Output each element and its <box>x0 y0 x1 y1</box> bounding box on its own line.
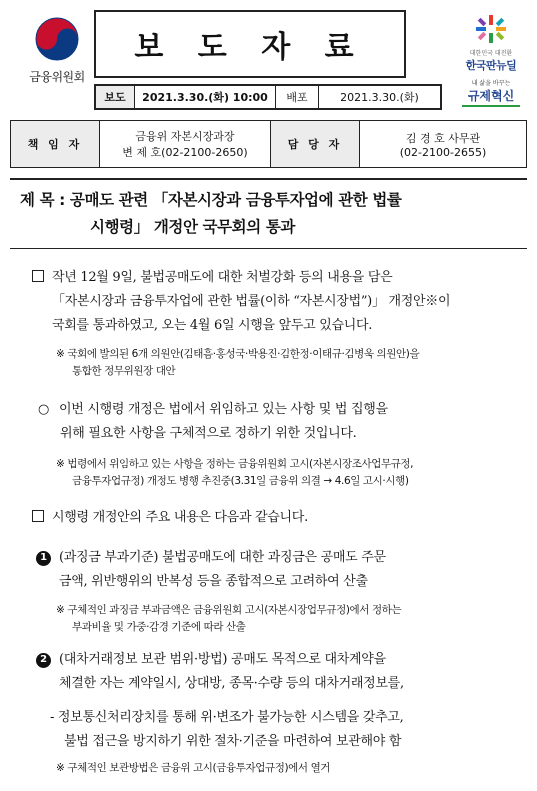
release-date: 2021.3.30.(화) 10:00 <box>135 86 276 108</box>
contact-table <box>10 120 527 168</box>
paragraph-2-line-2: 위해 필요한 사항을 구체적으로 정하기 위한 것입니다. <box>60 426 357 441</box>
responsible-label: 책 임 자 <box>11 121 100 167</box>
regulatory-innovation-wordmark: 규제혁신 <box>467 89 515 103</box>
responsible-name: 변 제 호(02-2100-2650) <box>122 146 248 159</box>
release-label: 보도 <box>96 86 135 108</box>
detail-1 <box>50 706 528 754</box>
new-deal-wordmark: 한국판뉴딜 <box>465 59 517 72</box>
detail-1-line-1: - 정보통신처리장치를 통해 위·변조가 불가능한 시스템을 갖추고, <box>50 710 404 725</box>
manager-info <box>360 121 526 167</box>
paragraph-3-line-1: 시행령 개정안의 주요 내용은 다음과 같습니다. <box>52 510 308 525</box>
distribution-label: 배포 <box>276 86 319 108</box>
item-1-line-2: 금액, 위반행위의 반복성 등을 종합적으로 고려하여 산출 <box>59 574 368 589</box>
distribution-date: 2021.3.30.(화) <box>340 91 419 104</box>
checkbox-bullet-icon <box>32 270 44 282</box>
regulatory-innovation-logo <box>456 78 526 107</box>
note-3-line-1: ※ 구체적인 과징금 부과금액은 금융위원회 고시(자본시장업무규정)에서 정하는 <box>56 604 402 616</box>
logo-underline <box>462 105 520 107</box>
paragraph-1 <box>32 266 527 338</box>
item-2 <box>36 648 528 696</box>
paragraph-2-line-1: 이번 시행령 개정은 법에서 위임하고 있는 사항 및 법 집행을 <box>59 402 388 417</box>
item-1 <box>36 546 528 594</box>
subject-top-rule <box>10 178 527 180</box>
manager-label: 담 당 자 <box>271 121 360 167</box>
note-2 <box>56 456 526 490</box>
paragraph-1-line-2: 「자본시장과 금융투자업에 관한 법률(이하 “자본시장법”)」 개정안※이 <box>52 294 451 309</box>
note-3-line-2: 부과비율 및 가중·감경 기준에 따라 산출 <box>72 621 246 633</box>
responsible-dept: 금융위 자본시장과장 <box>135 130 235 143</box>
fsc-logo <box>14 16 100 85</box>
number-1-icon: 1 <box>36 551 51 566</box>
note-4-line-1: ※ 구체적인 보관방법은 금융위 고시(금융투자업규정)에서 열거 <box>56 762 331 774</box>
korean-new-deal-logo <box>456 14 526 73</box>
note-1-line-1: ※ 국회에 발의된 6개 의원안(김태흠·홍성국·박용진·김한정·이태규·김병욱 의원안)을 <box>56 348 420 360</box>
document-title: 보 도 자 료 <box>94 10 406 78</box>
item-1-line-1: (과징금 부과기준) 불법공매도에 대한 과징금은 공매도 주문 <box>59 550 386 565</box>
note-1 <box>56 346 526 380</box>
new-deal-emblem-icon <box>474 14 508 44</box>
paragraph-1-line-1: 작년 12월 9일, 불법공매도에 대한 처벌강화 등의 내용을 담은 <box>52 270 393 285</box>
paragraph-1-line-3: 국회를 통과하였고, 오는 4월 6일 시행을 앞두고 있습니다. <box>52 318 373 333</box>
note-1-line-2: 통합한 정무위원장 대안 <box>72 365 176 377</box>
subject-bottom-rule <box>10 248 527 249</box>
note-3 <box>56 602 526 636</box>
circle-bullet-icon: ○ <box>38 402 50 417</box>
subject-title <box>20 187 525 241</box>
note-2-line-1: ※ 법령에서 위임하고 있는 사항을 정하는 금융위원회 고시(자본시장조사업무규정, <box>56 458 414 470</box>
manager-name: 김 경 호 사무관 <box>405 131 481 145</box>
responsible-info <box>100 121 271 167</box>
release-date-row <box>94 84 442 110</box>
number-2-icon: 2 <box>36 653 51 668</box>
note-2-line-2: 금융투자업규정) 개정도 병행 추진중(3.31일 금융위 의결 → 4.6일 고시·시행) <box>72 475 409 487</box>
item-2-line-2: 체결한 자는 계약일시, 상대방, 종목·수량 등의 대차거래정보를, <box>59 676 404 691</box>
manager-phone: (02-2100-2655) <box>399 145 487 159</box>
new-deal-tagline: 대한민국 대전환 <box>469 50 513 57</box>
note-4 <box>56 760 526 777</box>
paragraph-3 <box>32 506 527 530</box>
taegeuk-emblem-icon <box>34 16 80 62</box>
paragraph-2 <box>38 398 528 446</box>
regulatory-innovation-tagline: 내 삶을 바꾸는 <box>471 80 511 87</box>
subject-line-2: 시행령」 개정안 국무회의 통과 <box>90 218 295 236</box>
subject-line-1: 제 목 : 공매도 관련 「자본시장과 금융투자업에 관한 법률 <box>20 191 402 209</box>
item-2-line-1: (대차거래정보 보관 범위·방법) 공매도 목적으로 대차계약을 <box>59 652 386 667</box>
checkbox-bullet-icon <box>32 510 44 522</box>
detail-1-line-2: 불법 접근을 방지하기 위한 절차·기준을 마련하여 보관해야 함 <box>64 734 402 749</box>
org-name: 금융위원회 <box>29 70 85 84</box>
